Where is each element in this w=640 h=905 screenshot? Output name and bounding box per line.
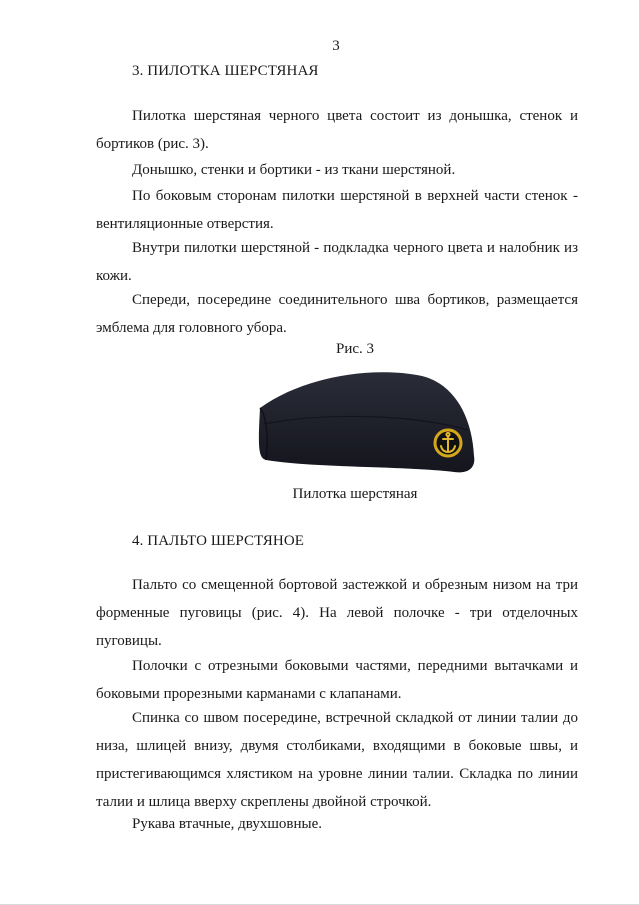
section-3-paragraph-1: Пилотка шерстяная черного цвета состоит из донышка, стенок и бортиков (рис. 3).	[96, 108, 578, 152]
page-number: 3	[332, 38, 340, 54]
figure-3-label: Рис. 3	[335, 341, 375, 357]
section-3-paragraph-3: По боковым сторонам пилотки шерстяной в верхней части стенок - вентиляционные отверстия.	[96, 188, 578, 232]
figure-3-caption: Пилотка шерстяная	[292, 486, 418, 502]
section-4-paragraph-2: Полочки с отрезными боковыми частями, передними вытачками и боковыми прорезными карманами с клапанами.	[96, 658, 578, 702]
section-4-paragraph-4: Рукава втачные, двухшовные.	[132, 816, 323, 832]
section-4-heading: 4. ПАЛЬТО ШЕРСТЯНОЕ	[132, 533, 305, 549]
section-4-paragraph-3: Спинка со швом посередине, встречной складкой от линии талии до низа, шлицей внизу, двумя столбиками, входящими в боковые швы, и пристегивающимся хлястиком на уровне линии талии. Складка по линии талии и шлица вверху скреплены двойной строчкой.	[96, 710, 578, 810]
cap-body	[259, 372, 474, 472]
section-4-paragraph-1: Пальто со смещенной бортовой застежкой и обрезным низом на три форменные пуговицы (рис. 4). На левой полочке - три отделочных пуговицы.	[96, 577, 578, 649]
figure-cap-image	[254, 368, 480, 480]
section-3-paragraph-2: Донышко, стенки и бортики - из ткани шерстяной.	[132, 162, 456, 178]
cap-illustration	[254, 368, 480, 480]
section-3-paragraph-5: Спереди, посередине соединительного шва бортиков, размещается эмблема для головного убора.	[96, 292, 578, 336]
section-3-heading: 3. ПИЛОТКА ШЕРСТЯНАЯ	[132, 63, 319, 79]
section-3-paragraph-4: Внутри пилотки шерстяной - подкладка черного цвета и налобник из кожи.	[96, 240, 578, 284]
